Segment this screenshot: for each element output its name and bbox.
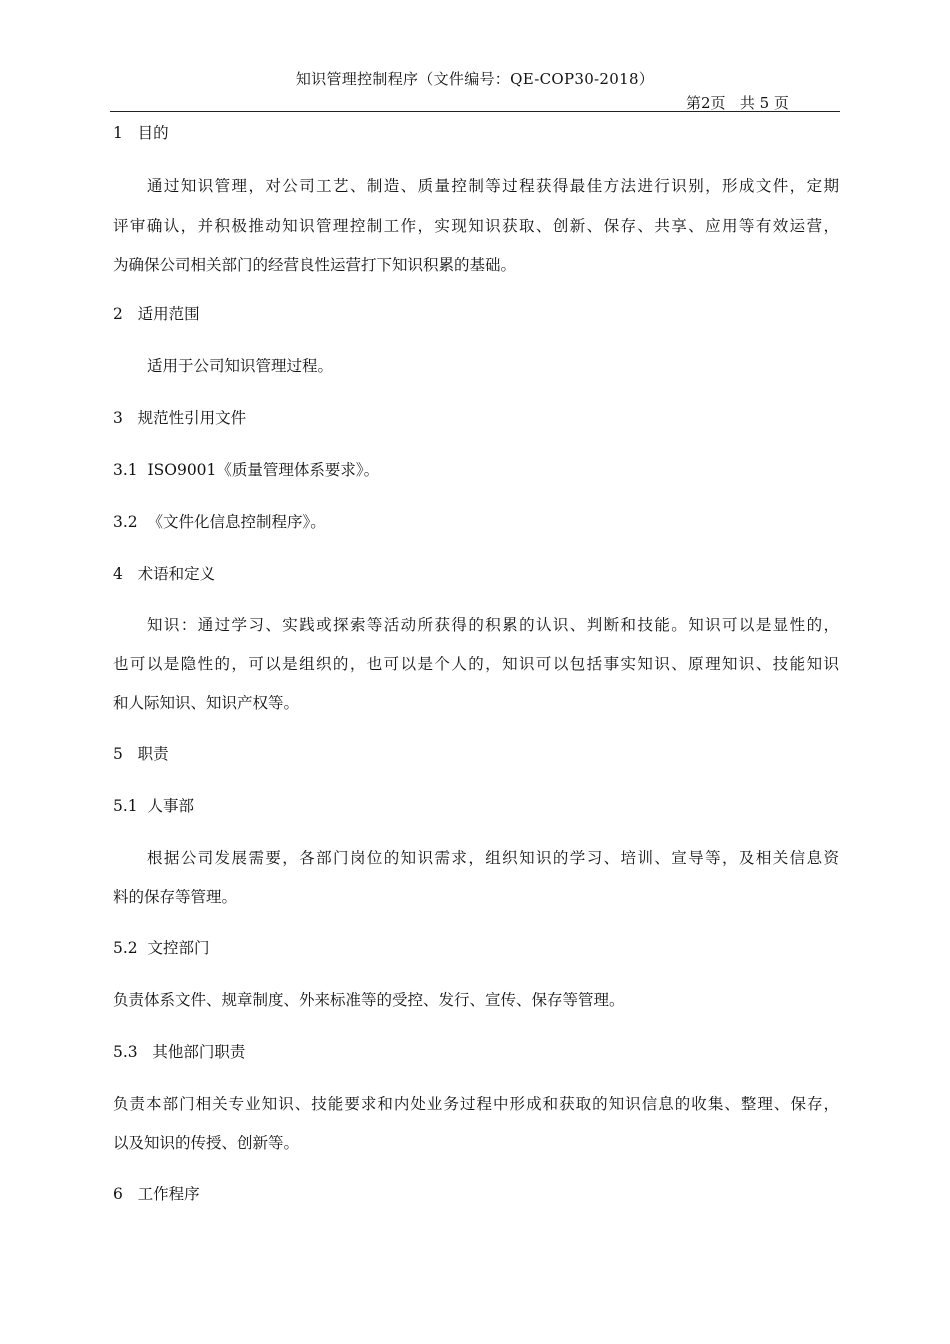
paragraph-line: 以及知识的传授、创新等。 <box>113 1134 300 1152</box>
paragraph-line: 负责体系文件、规章制度、外来标准等的受控、发行、宣传、保存等管理。 <box>113 991 625 1009</box>
paragraph-line: 料的保存等管理。 <box>113 888 238 906</box>
paragraph-line: 为确保公司相关部门的经营良性运营打下知识积累的基础。 <box>113 256 517 274</box>
section-heading-purpose: 1 目的 <box>113 124 169 142</box>
paragraph-line: 也可以是隐性的，可以是组织的，也可以是个人的，知识可以包括事实知识、原理知识、技能知识 <box>113 655 839 673</box>
reference-item: 3.1 ISO9001《质量管理体系要求》。 <box>113 461 380 479</box>
document-title: 知识管理控制程序（文件编号：QE-COP30-2018） <box>295 70 655 88</box>
reference-item: 3.2 《文件化信息控制程序》。 <box>113 513 326 531</box>
section-heading-procedure: 6 工作程序 <box>113 1185 200 1203</box>
paragraph-line: 知识：通过学习、实践或探索等活动所获得的积累的认识、判断和技能。知识可以是显性的， <box>147 616 839 634</box>
section-heading-references: 3 规范性引用文件 <box>113 409 247 427</box>
section-heading-terms: 4 术语和定义 <box>113 565 216 583</box>
header-divider <box>110 111 840 112</box>
subsection-heading-doc-control: 5.2 文控部门 <box>113 939 210 957</box>
section-heading-scope: 2 适用范围 <box>113 305 200 323</box>
subsection-heading-other-depts: 5.3 其他部门职责 <box>113 1043 246 1061</box>
page-number: 第2页 共 5 页 <box>686 94 789 112</box>
section-heading-responsibilities: 5 职责 <box>113 745 169 763</box>
paragraph-line: 根据公司发展需要，各部门岗位的知识需求，组织知识的学习、培训、宣导等，及相关信息资 <box>147 849 839 867</box>
paragraph-line: 和人际知识、知识产权等。 <box>113 694 300 712</box>
paragraph-line: 负责本部门相关专业知识、技能要求和内处业务过程中形成和获取的知识信息的收集、整理、保存， <box>113 1095 839 1113</box>
paragraph-line: 适用于公司知识管理过程。 <box>147 357 334 375</box>
paragraph-line: 通过知识管理，对公司工艺、制造、质量控制等过程获得最佳方法进行识别，形成文件，定期 <box>147 177 839 195</box>
paragraph-line: 评审确认，并积极推动知识管理控制工作，实现知识获取、创新、保存、共享、应用等有效运营， <box>113 217 839 235</box>
subsection-heading-hr: 5.1 人事部 <box>113 797 195 815</box>
